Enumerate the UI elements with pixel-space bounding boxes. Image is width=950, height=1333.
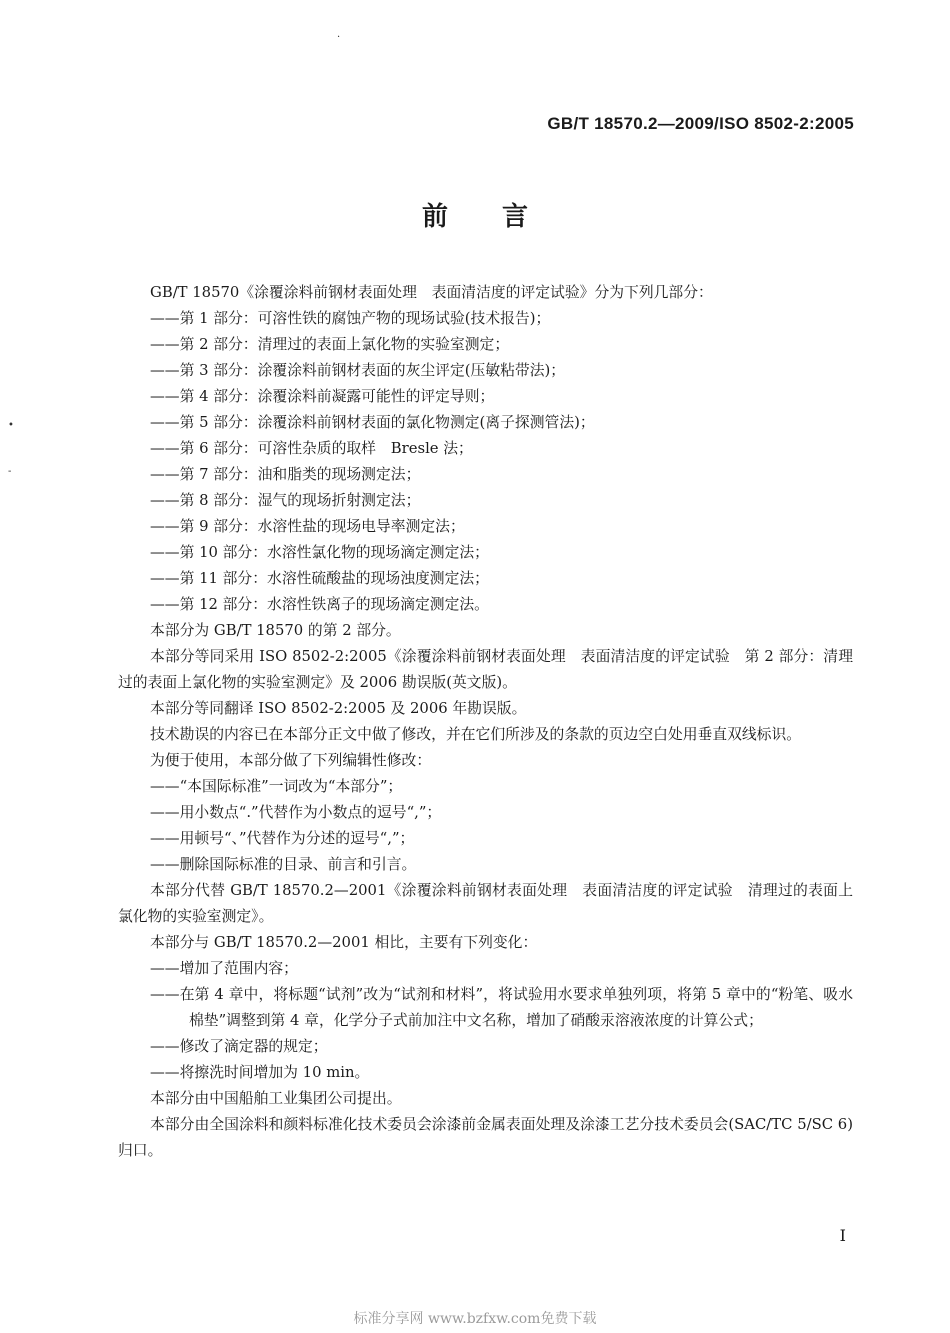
list-item: ——用顿号“、”代替作为分述的逗号“,”；	[150, 830, 415, 847]
list-item: ——第 11 部分：水溶性硫酸盐的现场浊度测定法；	[150, 570, 489, 587]
proposer-paragraph: 本部分由中国船舶工业集团公司提出。	[150, 1090, 402, 1107]
scan-speck: -	[8, 466, 12, 477]
list-item: ——第 5 部分：涂覆涂料前钢材表面的氯化物测定(离子探测管法)；	[150, 414, 595, 431]
list-item: ——第 4 部分：涂覆涂料前凝露可能性的评定导则；	[150, 388, 495, 405]
list-item: ——用小数点“.”代替作为小数点的逗号“,”；	[150, 804, 442, 821]
list-item: ——第 8 部分：湿气的现场折射测定法；	[150, 492, 421, 509]
editorial-intro: 为便于使用，本部分做了下列编辑性修改：	[150, 752, 432, 769]
document-body	[118, 280, 853, 1164]
list-item: ——第 6 部分：可溶性杂质的取样 Bresle 法；	[150, 440, 473, 457]
list-item: ——第 12 部分：水溶性铁离子的现场滴定测定法。	[150, 596, 489, 613]
list-item: ——第 3 部分：涂覆涂料前钢材表面的灰尘评定(压敏粘带法)；	[150, 362, 566, 379]
part-statement: 本部分为 GB/T 18570 的第 2 部分。	[150, 622, 401, 639]
list-item: ——修改了滴定器的规定；	[150, 1038, 328, 1055]
adoption-paragraph: 本部分等同采用 ISO 8502-2:2005《涂覆涂料前钢材表面处理 表面清洁度的评定试验 第 2 部分：清理过的表面上氯化物的实验室测定》及 2006 勘误版(英文版)。	[118, 648, 853, 691]
scan-speck: •	[8, 420, 14, 431]
editorial-list	[118, 774, 853, 878]
list-item: ——增加了范围内容；	[150, 960, 298, 977]
changes-intro: 本部分与 GB/T 18570.2—2001 相比，主要有下列变化：	[150, 934, 538, 951]
corrigendum-paragraph: 技术勘误的内容已在本部分正文中做了修改，并在它们所涉及的条款的页边空白处用垂直双线标识。	[150, 726, 802, 743]
list-item: ——第 2 部分：清理过的表面上氯化物的实验室测定；	[150, 336, 510, 353]
intro-paragraph: GB/T 18570《涂覆涂料前钢材表面处理 表面清洁度的评定试验》分为下列几部分：	[150, 284, 713, 301]
page-number: I	[839, 1226, 846, 1245]
list-item: ——第 1 部分：可溶性铁的腐蚀产物的现场试验(技术报告)；	[150, 310, 551, 327]
standard-code: GB/T 18570.2—2009/ISO 8502-2:2005	[547, 114, 854, 133]
watermark-footer: 标准分享网 www.bzfxw.com免费下载	[353, 1311, 597, 1327]
page-title: 前言	[421, 202, 582, 232]
scan-speck: ·	[337, 32, 341, 43]
translation-paragraph: 本部分等同翻译 ISO 8502-2:2005 及 2006 年勘误版。	[150, 700, 527, 717]
list-item: ——“本国际标准”一词改为“本部分”；	[150, 778, 403, 795]
centralized-paragraph: 本部分由全国涂料和颜料标准化技术委员会涂漆前金属表面处理及涂漆工艺分技术委员会(SAC/TC 5/SC 6)归口。	[118, 1116, 853, 1159]
list-item: ——第 10 部分：水溶性氯化物的现场滴定测定法；	[150, 544, 489, 561]
list-item: ——第 7 部分：油和脂类的现场测定法；	[150, 466, 421, 483]
changes-list	[118, 956, 853, 1086]
list-item: ——在第 4 章中，将标题“试剂”改为“试剂和材料”，将试验用水要求单独列项，将第 5 章中的“粉笔、吸水棉垫”调整到第 4 章，化学分子式前加注中文名称，增加了硝酸汞溶液浓度的计算公式；	[150, 986, 853, 1029]
list-item: ——将擦洗时间增加为 10 min。	[150, 1064, 370, 1081]
list-item: ——第 9 部分：水溶性盐的现场电导率测定法；	[150, 518, 465, 535]
replacement-paragraph: 本部分代替 GB/T 18570.2—2001《涂覆涂料前钢材表面处理 表面清洁度的评定试验 清理过的表面上氯化物的实验室测定》。	[118, 882, 853, 925]
list-item: ——删除国际标准的目录、前言和引言。	[150, 856, 417, 873]
parts-list	[118, 306, 853, 618]
